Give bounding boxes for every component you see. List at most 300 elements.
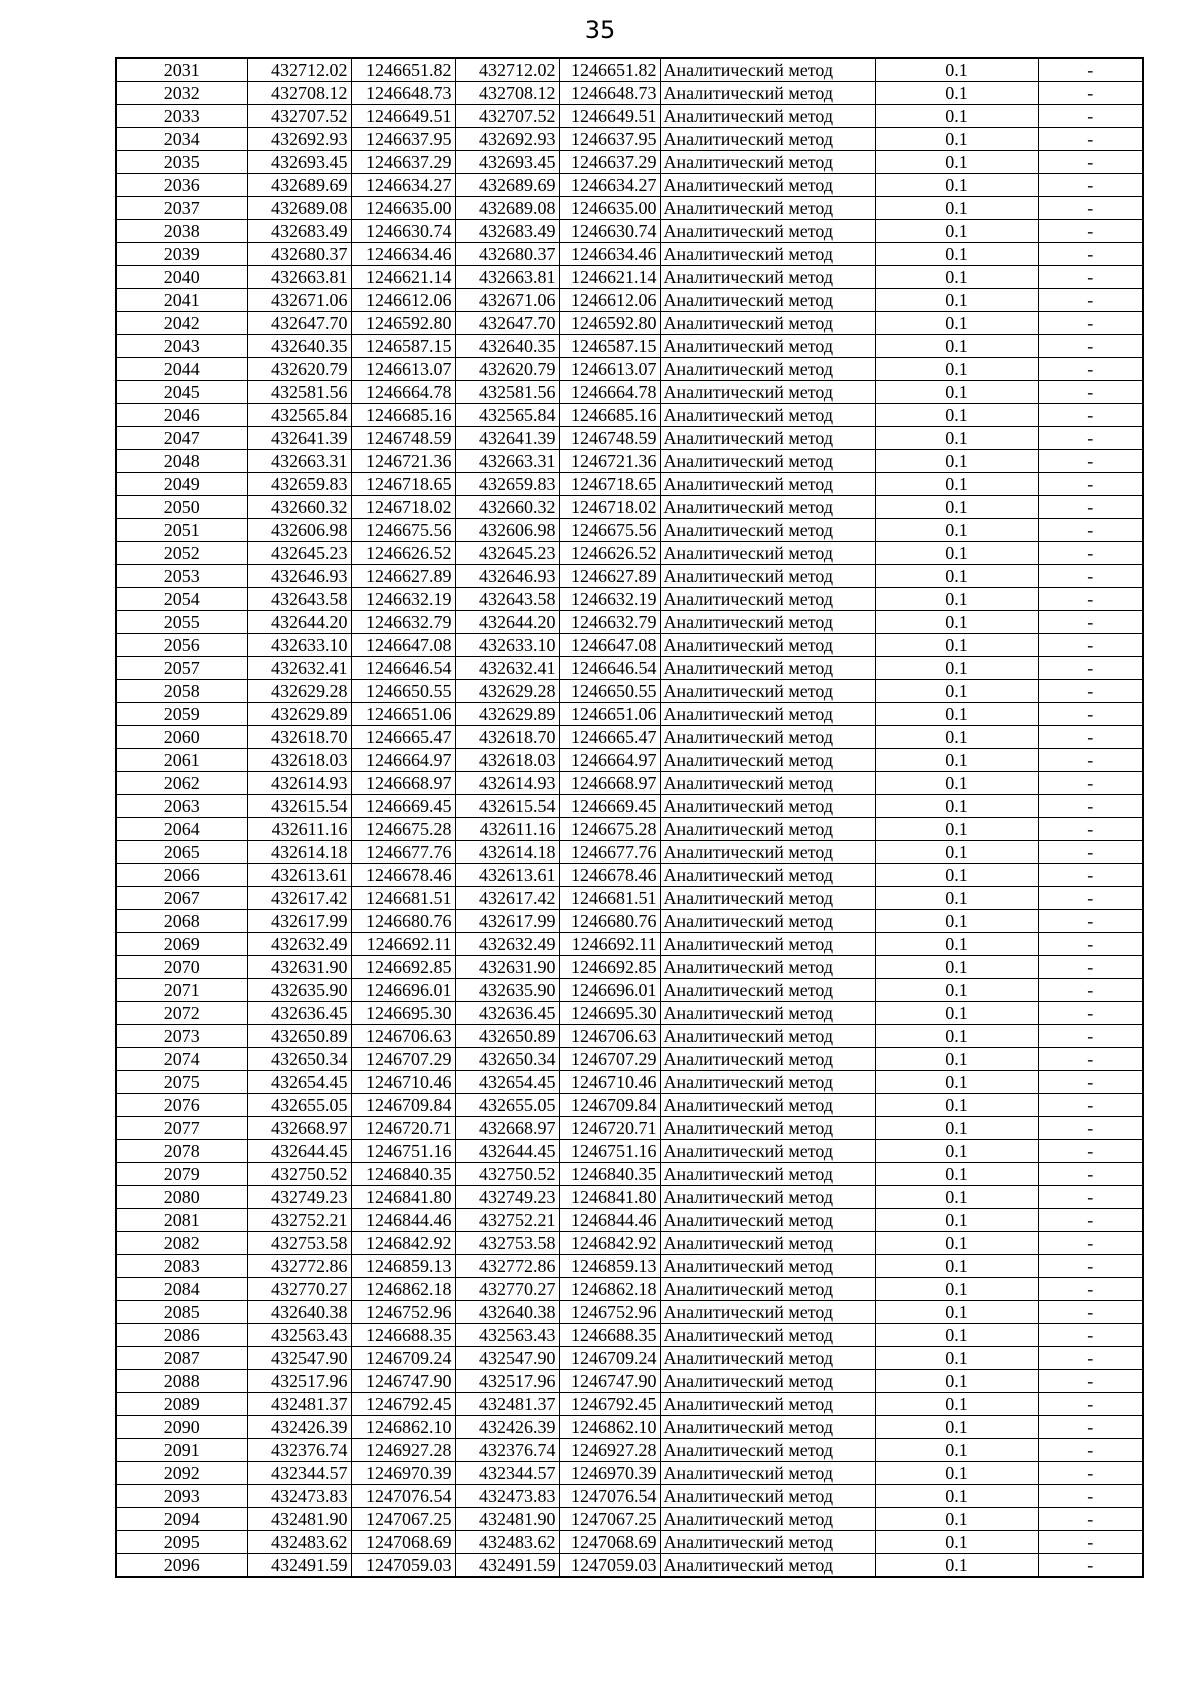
table-row <box>116 611 1143 634</box>
y-old-cell: 1246709.84 <box>351 1094 455 1117</box>
table-row <box>116 358 1143 381</box>
description-cell: - <box>1038 335 1143 358</box>
x-new-cell: 432692.93 <box>455 128 559 151</box>
y-new-cell: 1246862.18 <box>559 1278 660 1301</box>
description-cell: - <box>1038 933 1143 956</box>
x-old-cell: 432617.42 <box>247 887 351 910</box>
precision-cell: 0.1 <box>875 1071 1038 1094</box>
x-old-cell: 432650.89 <box>247 1025 351 1048</box>
x-old-cell: 432640.38 <box>247 1301 351 1324</box>
y-old-cell: 1246668.97 <box>351 772 455 795</box>
point-number-cell: 2087 <box>116 1347 247 1370</box>
x-old-cell: 432749.23 <box>247 1186 351 1209</box>
table-row <box>116 1393 1143 1416</box>
y-old-cell: 1246613.07 <box>351 358 455 381</box>
method-cell: Аналитический метод <box>660 197 875 220</box>
point-number-cell: 2036 <box>116 174 247 197</box>
table-row <box>116 634 1143 657</box>
table-row <box>116 1508 1143 1531</box>
y-new-cell: 1246613.07 <box>559 358 660 381</box>
description-cell: - <box>1038 266 1143 289</box>
x-old-cell: 432615.54 <box>247 795 351 818</box>
y-new-cell: 1247068.69 <box>559 1531 660 1554</box>
point-number-cell: 2079 <box>116 1163 247 1186</box>
precision-cell: 0.1 <box>875 266 1038 289</box>
y-old-cell: 1246747.90 <box>351 1370 455 1393</box>
method-cell: Аналитический метод <box>660 174 875 197</box>
y-old-cell: 1246692.85 <box>351 956 455 979</box>
point-number-cell: 2045 <box>116 381 247 404</box>
precision-cell: 0.1 <box>875 887 1038 910</box>
method-cell: Аналитический метод <box>660 1324 875 1347</box>
x-old-cell: 432644.20 <box>247 611 351 634</box>
y-new-cell: 1246635.00 <box>559 197 660 220</box>
table-row <box>116 703 1143 726</box>
description-cell: - <box>1038 1301 1143 1324</box>
description-cell: - <box>1038 1416 1143 1439</box>
x-old-cell: 432581.56 <box>247 381 351 404</box>
y-new-cell: 1246669.45 <box>559 795 660 818</box>
y-old-cell: 1246650.55 <box>351 680 455 703</box>
description-cell: - <box>1038 1370 1143 1393</box>
point-number-cell: 2038 <box>116 220 247 243</box>
point-number-cell: 2074 <box>116 1048 247 1071</box>
precision-cell: 0.1 <box>875 749 1038 772</box>
y-old-cell: 1246675.56 <box>351 519 455 542</box>
x-new-cell: 432645.23 <box>455 542 559 565</box>
table-row <box>116 726 1143 749</box>
y-new-cell: 1246862.10 <box>559 1416 660 1439</box>
x-old-cell: 432617.99 <box>247 910 351 933</box>
table-row <box>116 1301 1143 1324</box>
precision-cell: 0.1 <box>875 1232 1038 1255</box>
method-cell: Аналитический метод <box>660 1485 875 1508</box>
point-number-cell: 2054 <box>116 588 247 611</box>
table-row <box>116 243 1143 266</box>
point-number-cell: 2092 <box>116 1462 247 1485</box>
x-old-cell: 432606.98 <box>247 519 351 542</box>
method-cell: Аналитический метод <box>660 1048 875 1071</box>
x-new-cell: 432563.43 <box>455 1324 559 1347</box>
x-new-cell: 432617.42 <box>455 887 559 910</box>
x-old-cell: 432565.84 <box>247 404 351 427</box>
table-row <box>116 1025 1143 1048</box>
method-cell: Аналитический метод <box>660 841 875 864</box>
method-cell: Аналитический метод <box>660 427 875 450</box>
x-new-cell: 432491.59 <box>455 1554 559 1578</box>
method-cell: Аналитический метод <box>660 956 875 979</box>
x-new-cell: 432376.74 <box>455 1439 559 1462</box>
description-cell: - <box>1038 1462 1143 1485</box>
precision-cell: 0.1 <box>875 1324 1038 1347</box>
description-cell: - <box>1038 887 1143 910</box>
x-old-cell: 432618.70 <box>247 726 351 749</box>
y-old-cell: 1246862.10 <box>351 1416 455 1439</box>
x-old-cell: 432633.10 <box>247 634 351 657</box>
y-old-cell: 1246675.28 <box>351 818 455 841</box>
y-new-cell: 1246718.02 <box>559 496 660 519</box>
point-number-cell: 2037 <box>116 197 247 220</box>
x-new-cell: 432481.90 <box>455 1508 559 1531</box>
x-new-cell: 432631.90 <box>455 956 559 979</box>
x-old-cell: 432707.52 <box>247 105 351 128</box>
method-cell: Аналитический метод <box>660 1278 875 1301</box>
y-old-cell: 1246621.14 <box>351 266 455 289</box>
x-old-cell: 432643.58 <box>247 588 351 611</box>
description-cell: - <box>1038 749 1143 772</box>
precision-cell: 0.1 <box>875 58 1038 82</box>
point-number-cell: 2063 <box>116 795 247 818</box>
x-old-cell: 432640.35 <box>247 335 351 358</box>
y-new-cell: 1246649.51 <box>559 105 660 128</box>
description-cell: - <box>1038 703 1143 726</box>
table-row <box>116 1462 1143 1485</box>
precision-cell: 0.1 <box>875 312 1038 335</box>
y-new-cell: 1246792.45 <box>559 1393 660 1416</box>
y-new-cell: 1246668.97 <box>559 772 660 795</box>
y-old-cell: 1246627.89 <box>351 565 455 588</box>
description-cell: - <box>1038 611 1143 634</box>
description-cell: - <box>1038 1002 1143 1025</box>
x-new-cell: 432770.27 <box>455 1278 559 1301</box>
precision-cell: 0.1 <box>875 588 1038 611</box>
x-new-cell: 432707.52 <box>455 105 559 128</box>
x-new-cell: 432680.37 <box>455 243 559 266</box>
method-cell: Аналитический метод <box>660 151 875 174</box>
description-cell: - <box>1038 1232 1143 1255</box>
y-old-cell: 1246842.92 <box>351 1232 455 1255</box>
y-new-cell: 1246840.35 <box>559 1163 660 1186</box>
y-old-cell: 1246721.36 <box>351 450 455 473</box>
table-row <box>116 450 1143 473</box>
precision-cell: 0.1 <box>875 772 1038 795</box>
method-cell: Аналитический метод <box>660 1462 875 1485</box>
method-cell: Аналитический метод <box>660 1186 875 1209</box>
x-old-cell: 432645.23 <box>247 542 351 565</box>
point-number-cell: 2052 <box>116 542 247 565</box>
description-cell: - <box>1038 956 1143 979</box>
y-old-cell: 1246630.74 <box>351 220 455 243</box>
x-old-cell: 432712.02 <box>247 58 351 82</box>
description-cell: - <box>1038 151 1143 174</box>
page-number: 35 <box>584 16 616 44</box>
y-old-cell: 1246664.78 <box>351 381 455 404</box>
precision-cell: 0.1 <box>875 105 1038 128</box>
x-old-cell: 432563.43 <box>247 1324 351 1347</box>
y-old-cell: 1246751.16 <box>351 1140 455 1163</box>
point-number-cell: 2076 <box>116 1094 247 1117</box>
description-cell: - <box>1038 1094 1143 1117</box>
precision-cell: 0.1 <box>875 1416 1038 1439</box>
method-cell: Аналитический метод <box>660 1301 875 1324</box>
description-cell: - <box>1038 519 1143 542</box>
point-number-cell: 2072 <box>116 1002 247 1025</box>
x-new-cell: 432426.39 <box>455 1416 559 1439</box>
point-number-cell: 2077 <box>116 1117 247 1140</box>
x-old-cell: 432641.39 <box>247 427 351 450</box>
y-new-cell: 1246692.11 <box>559 933 660 956</box>
method-cell: Аналитический метод <box>660 588 875 611</box>
y-old-cell: 1246844.46 <box>351 1209 455 1232</box>
precision-cell: 0.1 <box>875 703 1038 726</box>
x-old-cell: 432613.61 <box>247 864 351 887</box>
x-new-cell: 432636.45 <box>455 1002 559 1025</box>
precision-cell: 0.1 <box>875 910 1038 933</box>
precision-cell: 0.1 <box>875 979 1038 1002</box>
method-cell: Аналитический метод <box>660 1347 875 1370</box>
y-new-cell: 1246637.29 <box>559 151 660 174</box>
x-old-cell: 432689.69 <box>247 174 351 197</box>
point-number-cell: 2089 <box>116 1393 247 1416</box>
point-number-cell: 2059 <box>116 703 247 726</box>
y-old-cell: 1246862.18 <box>351 1278 455 1301</box>
point-number-cell: 2062 <box>116 772 247 795</box>
y-new-cell: 1246612.06 <box>559 289 660 312</box>
description-cell: - <box>1038 1163 1143 1186</box>
x-new-cell: 432633.10 <box>455 634 559 657</box>
x-new-cell: 432614.93 <box>455 772 559 795</box>
y-new-cell: 1246696.01 <box>559 979 660 1002</box>
y-new-cell: 1246844.46 <box>559 1209 660 1232</box>
description-cell: - <box>1038 1117 1143 1140</box>
description-cell: - <box>1038 1393 1143 1416</box>
table-row <box>116 174 1143 197</box>
method-cell: Аналитический метод <box>660 680 875 703</box>
method-cell: Аналитический метод <box>660 1094 875 1117</box>
y-old-cell: 1246632.19 <box>351 588 455 611</box>
point-number-cell: 2048 <box>116 450 247 473</box>
x-new-cell: 432641.39 <box>455 427 559 450</box>
y-new-cell: 1246709.84 <box>559 1094 660 1117</box>
y-new-cell: 1246710.46 <box>559 1071 660 1094</box>
y-new-cell: 1246587.15 <box>559 335 660 358</box>
description-cell: - <box>1038 634 1143 657</box>
description-cell: - <box>1038 174 1143 197</box>
description-cell: - <box>1038 1485 1143 1508</box>
x-old-cell: 432680.37 <box>247 243 351 266</box>
x-old-cell: 432663.31 <box>247 450 351 473</box>
method-cell: Аналитический метод <box>660 1531 875 1554</box>
table-row <box>116 1255 1143 1278</box>
precision-cell: 0.1 <box>875 657 1038 680</box>
x-new-cell: 432618.70 <box>455 726 559 749</box>
y-old-cell: 1246720.71 <box>351 1117 455 1140</box>
point-number-cell: 2071 <box>116 979 247 1002</box>
table-row <box>116 1117 1143 1140</box>
method-cell: Аналитический метод <box>660 220 875 243</box>
method-cell: Аналитический метод <box>660 979 875 1002</box>
point-number-cell: 2034 <box>116 128 247 151</box>
point-number-cell: 2064 <box>116 818 247 841</box>
y-old-cell: 1246634.27 <box>351 174 455 197</box>
point-number-cell: 2046 <box>116 404 247 427</box>
description-cell: - <box>1038 1278 1143 1301</box>
method-cell: Аналитический метод <box>660 611 875 634</box>
precision-cell: 0.1 <box>875 956 1038 979</box>
y-old-cell: 1246648.73 <box>351 82 455 105</box>
x-new-cell: 432629.89 <box>455 703 559 726</box>
point-number-cell: 2073 <box>116 1025 247 1048</box>
precision-cell: 0.1 <box>875 289 1038 312</box>
precision-cell: 0.1 <box>875 1255 1038 1278</box>
point-number-cell: 2068 <box>116 910 247 933</box>
precision-cell: 0.1 <box>875 818 1038 841</box>
y-new-cell: 1246650.55 <box>559 680 660 703</box>
y-new-cell: 1246626.52 <box>559 542 660 565</box>
point-number-cell: 2086 <box>116 1324 247 1347</box>
x-new-cell: 432611.16 <box>455 818 559 841</box>
y-old-cell: 1246649.51 <box>351 105 455 128</box>
y-new-cell: 1246695.30 <box>559 1002 660 1025</box>
x-new-cell: 432640.35 <box>455 335 559 358</box>
x-new-cell: 432629.28 <box>455 680 559 703</box>
table-row <box>116 910 1143 933</box>
table-row <box>116 795 1143 818</box>
table-row <box>116 473 1143 496</box>
description-cell: - <box>1038 404 1143 427</box>
description-cell: - <box>1038 1140 1143 1163</box>
y-old-cell: 1246665.47 <box>351 726 455 749</box>
x-new-cell: 432632.49 <box>455 933 559 956</box>
method-cell: Аналитический метод <box>660 266 875 289</box>
y-new-cell: 1246842.92 <box>559 1232 660 1255</box>
y-new-cell: 1246637.95 <box>559 128 660 151</box>
y-new-cell: 1246718.65 <box>559 473 660 496</box>
point-number-cell: 2039 <box>116 243 247 266</box>
table-row <box>116 427 1143 450</box>
method-cell: Аналитический метод <box>660 1071 875 1094</box>
table-row <box>116 1186 1143 1209</box>
point-number-cell: 2083 <box>116 1255 247 1278</box>
table-row <box>116 1370 1143 1393</box>
y-new-cell: 1246621.14 <box>559 266 660 289</box>
description-cell: - <box>1038 1255 1143 1278</box>
precision-cell: 0.1 <box>875 1301 1038 1324</box>
x-new-cell: 432749.23 <box>455 1186 559 1209</box>
description-cell: - <box>1038 312 1143 335</box>
y-old-cell: 1246840.35 <box>351 1163 455 1186</box>
method-cell: Аналитический метод <box>660 450 875 473</box>
precision-cell: 0.1 <box>875 1485 1038 1508</box>
point-number-cell: 2057 <box>116 657 247 680</box>
x-old-cell: 432752.21 <box>247 1209 351 1232</box>
x-new-cell: 432689.69 <box>455 174 559 197</box>
x-old-cell: 432426.39 <box>247 1416 351 1439</box>
table-row <box>116 1002 1143 1025</box>
y-old-cell: 1246685.16 <box>351 404 455 427</box>
description-cell: - <box>1038 473 1143 496</box>
x-new-cell: 432581.56 <box>455 381 559 404</box>
y-old-cell: 1246637.29 <box>351 151 455 174</box>
y-old-cell: 1246635.00 <box>351 197 455 220</box>
method-cell: Аналитический метод <box>660 289 875 312</box>
description-cell: - <box>1038 841 1143 864</box>
x-old-cell: 432614.18 <box>247 841 351 864</box>
method-cell: Аналитический метод <box>660 1002 875 1025</box>
x-old-cell: 432750.52 <box>247 1163 351 1186</box>
x-new-cell: 432752.21 <box>455 1209 559 1232</box>
x-old-cell: 432344.57 <box>247 1462 351 1485</box>
table-row <box>116 841 1143 864</box>
description-cell: - <box>1038 1554 1143 1578</box>
y-new-cell: 1246841.80 <box>559 1186 660 1209</box>
point-number-cell: 2080 <box>116 1186 247 1209</box>
point-number-cell: 2070 <box>116 956 247 979</box>
description-cell: - <box>1038 58 1143 82</box>
x-old-cell: 432644.45 <box>247 1140 351 1163</box>
x-old-cell: 432671.06 <box>247 289 351 312</box>
table-row <box>116 1094 1143 1117</box>
y-old-cell: 1246681.51 <box>351 887 455 910</box>
description-cell: - <box>1038 496 1143 519</box>
point-number-cell: 2060 <box>116 726 247 749</box>
x-new-cell: 432606.98 <box>455 519 559 542</box>
y-old-cell: 1246646.54 <box>351 657 455 680</box>
description-cell: - <box>1038 910 1143 933</box>
table-row <box>116 1232 1143 1255</box>
description-cell: - <box>1038 1324 1143 1347</box>
x-new-cell: 432683.49 <box>455 220 559 243</box>
x-new-cell: 432517.96 <box>455 1370 559 1393</box>
point-number-cell: 2047 <box>116 427 247 450</box>
description-cell: - <box>1038 795 1143 818</box>
description-cell: - <box>1038 1048 1143 1071</box>
y-old-cell: 1247059.03 <box>351 1554 455 1578</box>
table-row <box>116 680 1143 703</box>
method-cell: Аналитический метод <box>660 519 875 542</box>
x-new-cell: 432650.34 <box>455 1048 559 1071</box>
table-row <box>116 1324 1143 1347</box>
method-cell: Аналитический метод <box>660 335 875 358</box>
method-cell: Аналитический метод <box>660 128 875 151</box>
y-new-cell: 1246634.27 <box>559 174 660 197</box>
y-old-cell: 1246647.08 <box>351 634 455 657</box>
x-old-cell: 432663.81 <box>247 266 351 289</box>
description-cell: - <box>1038 128 1143 151</box>
precision-cell: 0.1 <box>875 1186 1038 1209</box>
description-cell: - <box>1038 864 1143 887</box>
precision-cell: 0.1 <box>875 473 1038 496</box>
x-old-cell: 432611.16 <box>247 818 351 841</box>
x-old-cell: 432547.90 <box>247 1347 351 1370</box>
precision-cell: 0.1 <box>875 933 1038 956</box>
precision-cell: 0.1 <box>875 864 1038 887</box>
y-old-cell: 1246680.76 <box>351 910 455 933</box>
table-row <box>116 151 1143 174</box>
precision-cell: 0.1 <box>875 565 1038 588</box>
point-number-cell: 2091 <box>116 1439 247 1462</box>
x-new-cell: 432712.02 <box>455 58 559 82</box>
x-new-cell: 432615.54 <box>455 795 559 818</box>
y-new-cell: 1246681.51 <box>559 887 660 910</box>
y-new-cell: 1246665.47 <box>559 726 660 749</box>
x-old-cell: 432689.08 <box>247 197 351 220</box>
y-new-cell: 1246706.63 <box>559 1025 660 1048</box>
x-new-cell: 432483.62 <box>455 1531 559 1554</box>
point-number-cell: 2081 <box>116 1209 247 1232</box>
coordinates-table <box>115 57 1144 1578</box>
x-old-cell: 432629.28 <box>247 680 351 703</box>
y-new-cell: 1246630.74 <box>559 220 660 243</box>
method-cell: Аналитический метод <box>660 818 875 841</box>
y-old-cell: 1246634.46 <box>351 243 455 266</box>
y-new-cell: 1246675.56 <box>559 519 660 542</box>
y-old-cell: 1246592.80 <box>351 312 455 335</box>
x-old-cell: 432614.93 <box>247 772 351 795</box>
method-cell: Аналитический метод <box>660 1416 875 1439</box>
method-cell: Аналитический метод <box>660 404 875 427</box>
point-number-cell: 2093 <box>116 1485 247 1508</box>
